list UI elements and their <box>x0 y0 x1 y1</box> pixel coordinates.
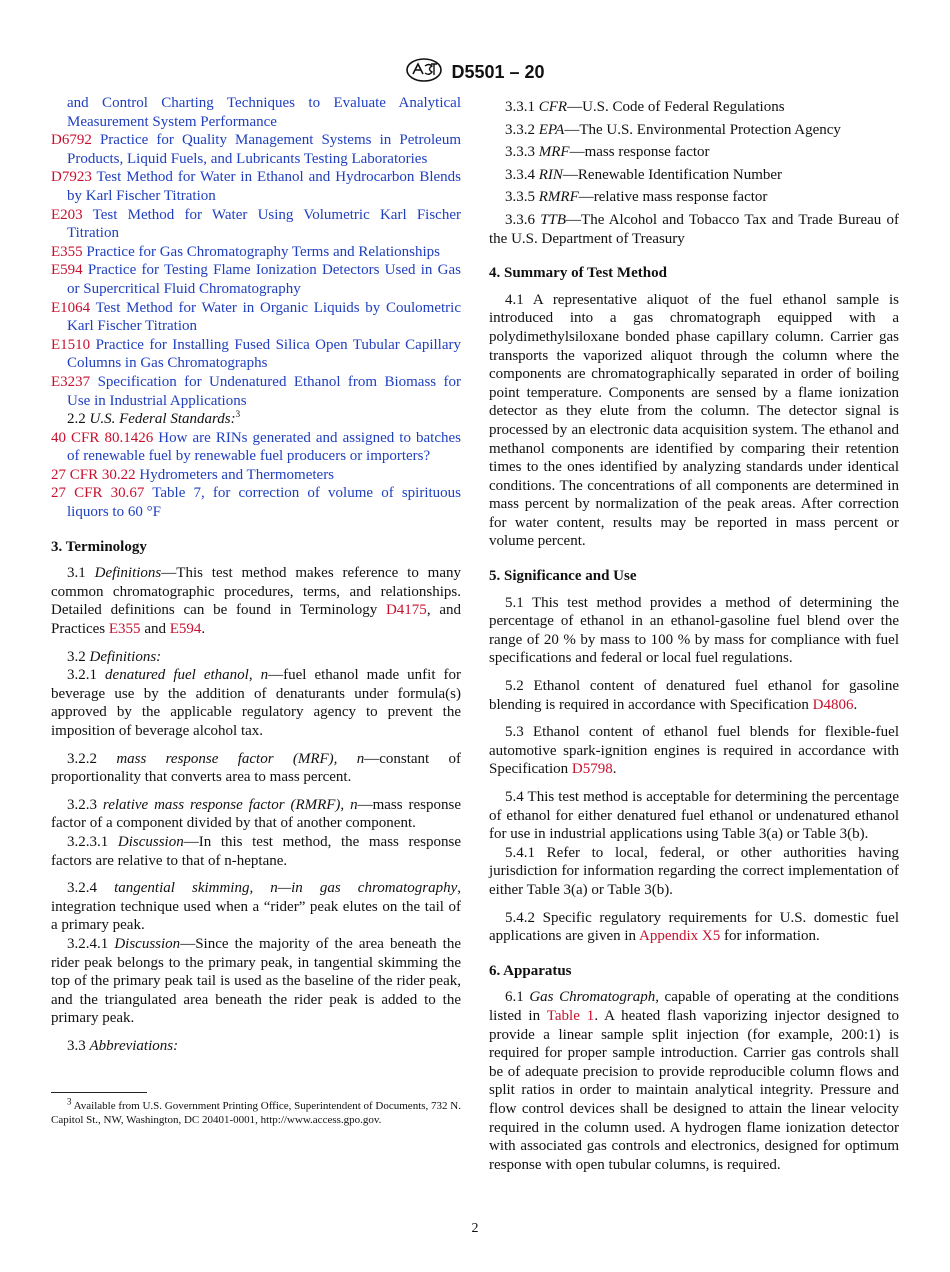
footnote: $^3$ Available from U.S. Government Printing Office, Superintendent of Documents, 732 N. Capitol St., NW, Washington, DC 20401-0001, http://www.access.gpo.gov. <box>51 1095 461 1126</box>
paragraph-3-2: 3.2 Definitions: <box>67 648 162 665</box>
reference-item <box>51 484 461 521</box>
reference-code-link[interactable]: 27 CFR 30.22 <box>51 466 136 483</box>
reference-code-link[interactable]: E1064 <box>51 299 91 316</box>
link-d4175[interactable]: D4175 <box>385 602 427 619</box>
paragraph-4-1: 4.1 A representative aliquot of the fuel ethanol sample is introduced into a gas chromatograph equipped with a polydimethylsiloxane bonded phase capillary column. Carrier gas transports the vaporized aliquot through the column where the components are chromatographically separated in order of boiling point temperature. Components are sensed by a flame ionization detector as they elute from the column. The detector signal is processed by an electronic data acquisition system. The ethanol and methanol components are identified by comparing their retention times to the ones identified by analyzing standards under identical conditions. The concentrations of all components are determined in mass percent by normalization of the peak areas. After correction for water content, results may be reported in mass percent or volume percent. <box>489 291 899 550</box>
footnote-divider <box>51 1092 147 1093</box>
reference-item <box>51 336 461 373</box>
reference-item <box>51 168 461 205</box>
paragraph-3-2-3-1: 3.2.3.1 Discussion—In this test method, the mass response factors are relative to that of n-heptane. <box>51 833 461 869</box>
reference-code-link[interactable]: E3237 <box>51 373 91 390</box>
reference-code-link[interactable]: 40 CFR 80.1426 <box>51 429 154 446</box>
abbreviation-list <box>489 98 899 248</box>
abbreviation-item: 3.3.3 MRF—mass response factor <box>505 144 710 161</box>
reference-list <box>51 94 461 410</box>
federal-reference-list <box>51 429 461 522</box>
reference-item <box>51 131 461 168</box>
reference-title-link[interactable]: Practice for Quality Management Systems in Petroleum Products, Liquid Fuels, and Lubricants Testing Laboratories <box>67 132 462 167</box>
federal-standards-heading: 2.2 U.S. Federal Standards:$^3$ <box>67 409 241 428</box>
standard-code: D5501 – 20 <box>451 62 545 82</box>
reference-item <box>51 243 461 262</box>
paragraph-3-2-1: 3.2.1 denatured fuel ethanol, n—fuel ethanol made unfit for beverage use by the addition of denaturants under formula(s) approved by the applicable regulatory agency to prevent the imposition of beverage alcohol tax. <box>51 667 462 739</box>
reference-title-link[interactable]: Test Method for Water in Organic Liquids by Coulometric Karl Fischer Titration <box>67 299 461 335</box>
paragraph-5-4: 5.4 This test method is acceptable for determining the percentage of ethanol for either denatured fuel ethanol or undenatured ethanol for use in industrial applications using Table 3(a) or Table 3(b). <box>489 789 899 843</box>
paragraph-5-1: 5.1 This test method provides a method of determining the percentage of ethanol in an ethanol-gasoline fuel blend over the range of 20 % by mass to 100 % by mass for compliance with fuel specifications and federal or local fuel regulations. <box>489 594 899 667</box>
reference-code-link[interactable]: E355 <box>51 243 83 260</box>
reference-item: and Control Charting Techniques to Evaluate Analytical Measurement System Performance <box>67 95 461 130</box>
abbreviation-item: 3.3.2 EPA—The U.S. Environmental Protection Agency <box>505 121 841 138</box>
paragraph-5-2: 5.2 Ethanol content of denatured fuel ethanol for gasoline blending is required in accordance with Specification D4806. <box>489 678 899 713</box>
link-d4806[interactable]: D4806 <box>812 696 854 713</box>
paragraph-3-2-4-1: 3.2.4.1 Discussion—Since the majority of the area beneath the rider peak belongs to the primary peak, in tangential skimming the top of the primary peak tail is used as the baseline of the rider peak, and the triangulated area beneath the rider peak is added to the primary peak. <box>51 935 462 1027</box>
paragraph-3-1: 3.1 Definitions—This test method makes reference to many common chromatographic procedures, terms, and relationships. Detailed definitions can be found in Terminology D4175, and Practices E355 and E594. <box>51 565 462 638</box>
link-table-1[interactable]: Table 1 <box>546 1007 595 1024</box>
reference-title-link[interactable]: Practice for Testing Flame Ionization Detectors Used in Gas or Supercritical Fluid Chromatography <box>67 262 461 297</box>
page-number: 2 <box>471 1221 479 1236</box>
section-heading-apparatus: 6. Apparatus <box>489 962 572 979</box>
reference-code-link[interactable]: 27 CFR 30.67 <box>51 485 145 502</box>
astm-logo-icon <box>405 58 443 87</box>
section-heading-summary: 4. Summary of Test Method <box>489 265 667 282</box>
link-e594[interactable]: E594 <box>169 621 202 638</box>
reference-title-link[interactable]: Practice for Installing Fused Silica Open Tubular Capillary Columns in Gas Chromatographs <box>67 336 461 372</box>
reference-title-link[interactable]: Hydrometers and Thermometers <box>139 466 335 483</box>
paragraph-5-4-1: 5.4.1 Refer to local, federal, or other authorities having jurisdiction for information regarding the correct implementation of either Table 3(a) or Table 3(b). <box>489 844 899 898</box>
reference-title-link[interactable]: Practice for Gas Chromatography Terms and Relationships <box>86 243 441 260</box>
paragraph-3-2-2: 3.2.2 mass response factor (MRF), n—constant of proportionality that converts area to mass percent. <box>51 750 462 786</box>
section-heading-terminology: 3. Terminology <box>51 538 147 555</box>
reference-item <box>51 261 461 298</box>
paragraph-5-4-2: 5.4.2 Specific regulatory requirements for U.S. domestic fuel applications are given in Appendix X5 for information. <box>489 909 899 945</box>
reference-item <box>51 373 461 410</box>
abbreviation-item: 3.3.4 RIN—Renewable Identification Number <box>505 166 783 183</box>
reference-code-link[interactable]: E594 <box>51 262 83 279</box>
abbreviation-item: 3.3.1 CFR—U.S. Code of Federal Regulations <box>505 99 785 115</box>
reference-item <box>51 429 461 466</box>
reference-title-link[interactable]: Test Method for Water in Ethanol and Hydrocarbon Blends by Karl Fischer Titration <box>67 169 461 204</box>
left-column <box>51 94 461 1127</box>
reference-title-link[interactable]: How are RINs generated and assigned to batches of renewable fuel by renewable fuel producers or importers? <box>67 429 462 465</box>
reference-code-link[interactable]: E203 <box>51 206 83 223</box>
reference-code-link[interactable]: D7923 <box>51 169 92 186</box>
reference-item <box>51 299 461 336</box>
link-appendix-x5[interactable]: Appendix X5 <box>638 928 721 945</box>
reference-title-link[interactable]: Table 7, for correction of volume of spirituous liquors to 60 °F <box>67 485 461 521</box>
link-d5798[interactable]: D5798 <box>571 761 613 778</box>
right-column <box>489 94 899 1174</box>
abbreviation-item: 3.3.6 TTB—The Alcohol and Tobacco Tax and Trade Bureau of the U.S. Department of Treasury <box>489 211 899 247</box>
reference-title-link[interactable]: Specification for Undenatured Ethanol from Biomass for Use in Industrial Applications <box>67 373 462 409</box>
paragraph-3-2-3: 3.2.3 relative mass response factor (RMRF), n—mass response factor of a component divided by that of another component. <box>51 796 461 832</box>
paragraph-3-2-4: 3.2.4 tangential skimming, n—in gas chromatography, integration technique used when a “rider” peak elutes on the tail of a primary peak. <box>51 880 461 934</box>
reference-code-link[interactable]: D6792 <box>51 132 92 149</box>
reference-item <box>51 206 461 243</box>
link-e355[interactable]: E355 <box>108 621 141 638</box>
paragraph-6-1: 6.1 Gas Chromatograph, capable of operating at the conditions listed in Table 1. A heated flash vaporizing injector designed to provide a linear sample split injection (for example, 200:1) is required for proper sample introduction. Carrier gas controls shall be of adequate precision to provide reproducible column flows and split ratios in order to maintain analytical integrity. Pressure and flow control devices shall be designed to attain the linear velocity required in the column used. A hydrogen flame ionization detector with associated gas controls and electronics, designed for optimum response with open tubular columns, is required. <box>489 989 900 1173</box>
reference-item <box>51 466 461 485</box>
section-heading-significance: 5. Significance and Use <box>489 568 637 585</box>
reference-code-link[interactable]: E1510 <box>51 336 91 353</box>
paragraph-5-3: 5.3 Ethanol content of ethanol fuel blends for flexible-fuel automotive spark-ignition engines is required in accordance with Specification D5798. <box>489 724 899 778</box>
page-header <box>0 58 950 87</box>
reference-title-link[interactable]: Test Method for Water Using Volumetric Karl Fischer Titration <box>67 206 461 242</box>
paragraph-3-3: 3.3 Abbreviations: <box>67 1037 179 1054</box>
abbreviation-item: 3.3.5 RMRF—relative mass response factor <box>505 189 768 206</box>
